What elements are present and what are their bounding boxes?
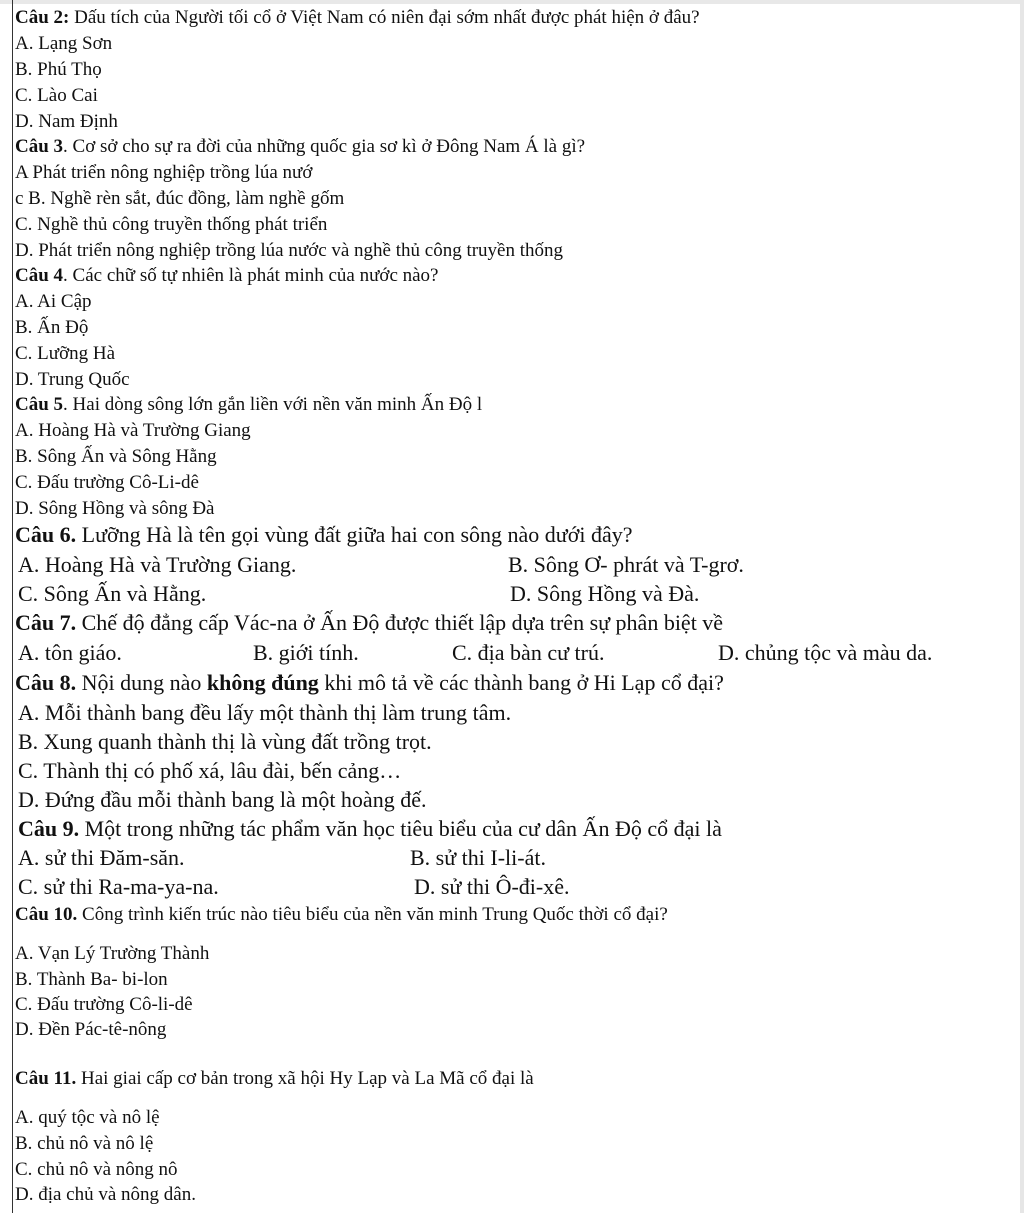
left-margin-rule — [12, 0, 13, 1213]
q6-option-d: D. Sông Hồng và Đà. — [510, 581, 700, 606]
question-9 — [18, 818, 722, 840]
q8-option-a: A. Mỗi thành bang đều lấy một thành thị làm trung tâm. — [18, 700, 512, 725]
question-text: Hai giai cấp cơ bản trong xã hội Hy Lạp và La Mã cổ đại là — [76, 1068, 534, 1089]
q11-option-a: A. quý tộc và nô lệ — [15, 1107, 160, 1128]
q8-option-c: C. Thành thị có phố xá, lâu đài, bến cảng… — [18, 758, 402, 783]
q9-option-b: B. sử thi I-li-át. — [410, 845, 546, 870]
q9-option-c: C. sử thi Ra-ma-ya-na. — [18, 874, 219, 899]
q2-option-a: A. Lạng Sơn — [15, 33, 113, 54]
question-label: Câu 4 — [15, 265, 64, 286]
q3-option-d: D. Phát triển nông nghiệp trồng lúa nước và nghề thủ công truyền thống — [15, 240, 564, 261]
question-label: Câu 5 — [15, 394, 64, 415]
q3-option-b: c B. Nghề rèn sắt, đúc đồng, làm nghề gốm — [15, 188, 345, 209]
q10-option-d: D. Đền Pác-tê-nông — [15, 1019, 167, 1040]
q10-option-b: B. Thành Ba- bi-lon — [15, 969, 168, 990]
q7-option-c: C. địa bàn cư trú. — [452, 640, 605, 665]
q4-option-b: B. Ấn Độ — [15, 317, 89, 338]
question-text: Một trong những tác phẩm văn học tiêu biểu của cư dân Ấn Độ cổ đại là — [79, 816, 722, 841]
q9-option-a: A. sử thi Đăm-săn. — [18, 845, 185, 870]
q5-option-d: D. Sông Hồng và sông Đà — [15, 498, 215, 519]
q9-option-d: D. sử thi Ô-đi-xê. — [414, 874, 570, 899]
q8-option-d: D. Đứng đầu mỗi thành bang là một hoàng đế. — [18, 787, 427, 812]
q7-option-d: D. chủng tộc và màu da. — [718, 640, 933, 665]
q3-option-a: A Phát triển nông nghiệp trồng lúa nướ — [15, 162, 313, 183]
q4-option-c: C. Lưỡng Hà — [15, 343, 116, 364]
top-edge — [0, 0, 1024, 4]
q5-option-b: B. Sông Ấn và Sông Hằng — [15, 446, 217, 467]
q3-option-c: C. Nghề thủ công truyền thống phát triển — [15, 214, 328, 235]
question-text: . Các chữ số tự nhiên là phát minh của nước nào? — [63, 265, 439, 286]
question-label: Câu 9. — [18, 816, 80, 841]
right-edge — [1020, 0, 1024, 1213]
question-text: . Hai dòng sông lớn gắn liền với nền văn minh Ấn Độ l — [63, 394, 483, 415]
q6-option-a: A. Hoàng Hà và Trường Giang. — [18, 552, 297, 577]
q6-option-c: C. Sông Ấn và Hằng. — [18, 581, 207, 606]
question-10 — [15, 905, 668, 924]
question-text: Công trình kiến trúc nào tiêu biểu của nền văn minh Trung Quốc thời cổ đại? — [77, 904, 668, 925]
q2-option-c: C. Lào Cai — [15, 85, 98, 106]
q2-option-b: B. Phú Thọ — [15, 59, 102, 80]
question-6 — [15, 524, 632, 546]
question-text: Lưỡng Hà là tên gọi vùng đất giữa hai con sông nào dưới đây? — [76, 522, 633, 547]
question-label: Câu 8. — [15, 670, 77, 695]
question-text: Nội dung nào — [76, 670, 207, 695]
q11-option-d: D. địa chủ và nông dân. — [15, 1184, 196, 1205]
q5-option-a: A. Hoàng Hà và Trường Giang — [15, 420, 251, 441]
question-text-end: khi mô tả về các thành bang ở Hi Lạp cổ đại? — [318, 670, 724, 695]
q2-option-d: D. Nam Định — [15, 111, 118, 132]
question-text: Dấu tích của Người tối cổ ở Việt Nam có niên đại sớm nhất được phát hiện ở đâu? — [69, 7, 700, 28]
q10-option-a: A. Vạn Lý Trường Thành — [15, 943, 210, 964]
question-emphasis: không đúng — [206, 670, 319, 695]
question-8 — [15, 672, 724, 694]
question-4 — [15, 266, 439, 285]
question-label: Câu 11. — [15, 1068, 77, 1089]
question-5 — [15, 395, 482, 414]
question-11 — [15, 1069, 534, 1088]
question-text: Chế độ đẳng cấp Vác-na ở Ấn Độ được thiết lập dựa trên sự phân biệt về — [76, 610, 724, 635]
q11-option-b: B. chủ nô và nô lệ — [15, 1133, 154, 1154]
q6-option-b: B. Sông Ơ- phrát và T-grơ. — [508, 552, 744, 577]
q7-option-a: A. tôn giáo. — [18, 640, 122, 665]
question-text: . Cơ sở cho sự ra đời của những quốc gia sơ kì ở Đông Nam Á là gì? — [63, 136, 586, 157]
q4-option-a: A. Ai Cập — [15, 291, 92, 312]
q10-option-c: C. Đấu trường Cô-li-dê — [15, 994, 193, 1015]
question-3 — [15, 137, 585, 156]
question-label: Câu 6. — [15, 522, 77, 547]
q7-option-b: B. giới tính. — [253, 640, 359, 665]
question-2 — [15, 8, 700, 27]
question-label: Câu 3 — [15, 136, 64, 157]
q11-option-c: C. chủ nô và nông nô — [15, 1159, 178, 1180]
question-label: Câu 7. — [15, 610, 77, 635]
question-7 — [15, 612, 723, 634]
question-label: Câu 2: — [15, 7, 70, 28]
q8-option-b: B. Xung quanh thành thị là vùng đất trồng trọt. — [18, 729, 432, 754]
q5-option-c: C. Đấu trường Cô-Li-dê — [15, 472, 199, 493]
question-label: Câu 10. — [15, 904, 78, 925]
q4-option-d: D. Trung Quốc — [15, 369, 130, 390]
